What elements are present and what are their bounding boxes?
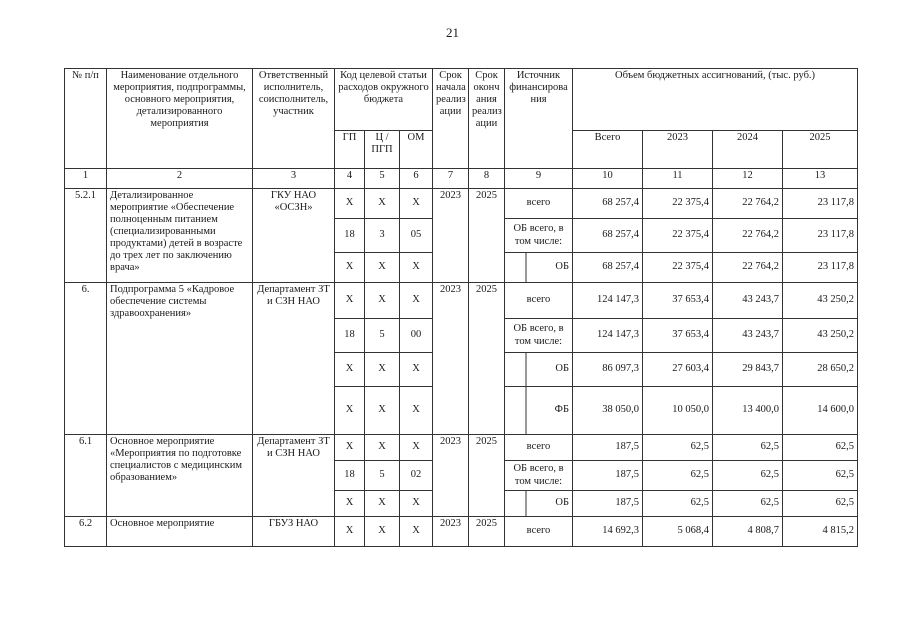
code-cpgp: 5 [365,319,400,353]
funding-source: ОБ всего, в том числе: [505,461,573,491]
code-gp: Х [335,387,365,435]
column-number: 8 [469,169,505,189]
table-row [65,517,858,547]
header-start: Срок начала реализ ации [433,69,469,169]
amount-2024: 43 243,7 [713,283,783,319]
item-executor: Департамент ЗТ и СЗН НАО [253,435,335,517]
header-end: Срок оконч ания реализ ации [469,69,505,169]
header-om: ОМ [400,131,433,169]
item-name: Основное мероприятие «Мероприятия по подготовке специалистов с медицинским образованием» [107,435,253,517]
code-cpgp: Х [365,189,400,219]
start-year: 2023 [433,283,469,435]
end-year: 2025 [469,189,505,283]
funding-source: ОБ [505,253,573,283]
amount-2025: 62,5 [783,461,858,491]
code-om: Х [400,189,433,219]
funding-source: всего [505,283,573,319]
item-number: 6. [65,283,107,435]
column-number: 7 [433,169,469,189]
code-gp: Х [335,283,365,319]
funding-source: всего [505,189,573,219]
amount-total: 124 147,3 [573,283,643,319]
table-row [65,189,858,219]
code-om: Х [400,491,433,517]
amount-2024: 62,5 [713,435,783,461]
funding-source: ОБ всего, в том числе: [505,219,573,253]
header-num: № п/п [65,69,107,169]
funding-source: ОБ [505,353,573,387]
table-row [65,435,858,461]
item-number: 5.2.1 [65,189,107,283]
amount-total: 187,5 [573,435,643,461]
item-executor: Департамент ЗТ и СЗН НАО [253,283,335,435]
item-name: Детализированное мероприятие «Обеспечение полноценным питанием (специализированными продуктами) детей в возрасте до трех лет по заключению врача» [107,189,253,283]
amount-2024: 22 764,2 [713,219,783,253]
end-year: 2025 [469,435,505,517]
code-gp: 18 [335,219,365,253]
column-number: 5 [365,169,400,189]
amount-2024: 22 764,2 [713,253,783,283]
amount-2023: 37 653,4 [643,319,713,353]
amount-2025: 43 250,2 [783,283,858,319]
code-om: 05 [400,219,433,253]
amount-total: 124 147,3 [573,319,643,353]
header-name: Наименование отдельного мероприятия, подпрограммы, основного мероприятия, детализированного мероприятия [107,69,253,169]
amount-total: 38 050,0 [573,387,643,435]
amount-total: 68 257,4 [573,219,643,253]
code-cpgp: Х [365,517,400,547]
column-number: 12 [713,169,783,189]
amount-2023: 37 653,4 [643,283,713,319]
amount-2023: 5 068,4 [643,517,713,547]
code-gp: Х [335,517,365,547]
start-year: 2023 [433,189,469,283]
code-cpgp: Х [365,253,400,283]
amount-2025: 43 250,2 [783,319,858,353]
code-cpgp: Х [365,435,400,461]
code-cpgp: 5 [365,461,400,491]
code-om: Х [400,517,433,547]
end-year: 2025 [469,517,505,547]
funding-source: всего [505,517,573,547]
amount-2025: 4 815,2 [783,517,858,547]
column-number: 3 [253,169,335,189]
amount-2024: 4 808,7 [713,517,783,547]
amount-2023: 22 375,4 [643,253,713,283]
amount-total: 187,5 [573,461,643,491]
amount-2024: 62,5 [713,461,783,491]
amount-2023: 22 375,4 [643,219,713,253]
code-om: 00 [400,319,433,353]
amount-total: 68 257,4 [573,189,643,219]
header-cpgp: Ц / ПГП [365,131,400,169]
header-source: Источник финансирова ния [505,69,573,169]
column-number: 9 [505,169,573,189]
amount-2024: 29 843,7 [713,353,783,387]
code-cpgp: Х [365,387,400,435]
header-2024: 2024 [713,131,783,169]
code-gp: 18 [335,461,365,491]
page-number: 21 [446,25,459,40]
code-om: 02 [400,461,433,491]
code-cpgp: Х [365,353,400,387]
amount-2023: 27 603,4 [643,353,713,387]
amount-2025: 23 117,8 [783,253,858,283]
code-cpgp: 3 [365,219,400,253]
table-row [65,283,858,319]
amount-2025: 28 650,2 [783,353,858,387]
amount-2023: 62,5 [643,491,713,517]
amount-total: 187,5 [573,491,643,517]
amount-total: 86 097,3 [573,353,643,387]
column-number: 1 [65,169,107,189]
item-executor: ГБУЗ НАО [253,517,335,547]
item-name: Подпрограмма 5 «Кадровое обеспечение системы здравоохранения» [107,283,253,435]
amount-total: 14 692,3 [573,517,643,547]
code-gp: Х [335,353,365,387]
end-year: 2025 [469,283,505,435]
budget-table [64,68,858,547]
amount-2025: 62,5 [783,491,858,517]
column-number: 13 [783,169,858,189]
amount-2025: 23 117,8 [783,219,858,253]
amount-2024: 43 243,7 [713,319,783,353]
start-year: 2023 [433,517,469,547]
code-om: Х [400,253,433,283]
amount-2024: 13 400,0 [713,387,783,435]
funding-source: ОБ [505,491,573,517]
header-allocations: Объем бюджетных ассигнований, (тыс. руб.) [573,69,858,131]
code-cpgp: Х [365,491,400,517]
amount-2023: 10 050,0 [643,387,713,435]
column-number: 11 [643,169,713,189]
funding-source: всего [505,435,573,461]
funding-source: ОБ всего, в том числе: [505,319,573,353]
code-gp: Х [335,491,365,517]
column-number: 2 [107,169,253,189]
amount-2024: 62,5 [713,491,783,517]
header-2025: 2025 [783,131,858,169]
item-number: 6.1 [65,435,107,517]
header-gp: ГП [335,131,365,169]
amount-2023: 62,5 [643,461,713,491]
start-year: 2023 [433,435,469,517]
code-gp: Х [335,435,365,461]
header-2023: 2023 [643,131,713,169]
item-executor: ГКУ НАО «ОСЗН» [253,189,335,283]
code-om: Х [400,283,433,319]
code-om: Х [400,435,433,461]
amount-2025: 23 117,8 [783,189,858,219]
header-budget-code: Код целевой статьи расходов окружного бюджета [335,69,433,131]
column-number: 6 [400,169,433,189]
funding-source: ФБ [505,387,573,435]
code-gp: Х [335,253,365,283]
header-executor: Ответственный исполнитель, соисполнитель, участник [253,69,335,169]
code-om: Х [400,353,433,387]
column-number: 10 [573,169,643,189]
amount-2023: 62,5 [643,435,713,461]
column-number-row [65,169,858,189]
header-total: Всего [573,131,643,169]
amount-total: 68 257,4 [573,253,643,283]
code-cpgp: Х [365,283,400,319]
item-name: Основное мероприятие [107,517,253,547]
column-number: 4 [335,169,365,189]
amount-2025: 62,5 [783,435,858,461]
amount-2023: 22 375,4 [643,189,713,219]
code-gp: 18 [335,319,365,353]
amount-2025: 14 600,0 [783,387,858,435]
item-number: 6.2 [65,517,107,547]
amount-2024: 22 764,2 [713,189,783,219]
code-gp: Х [335,189,365,219]
code-om: Х [400,387,433,435]
